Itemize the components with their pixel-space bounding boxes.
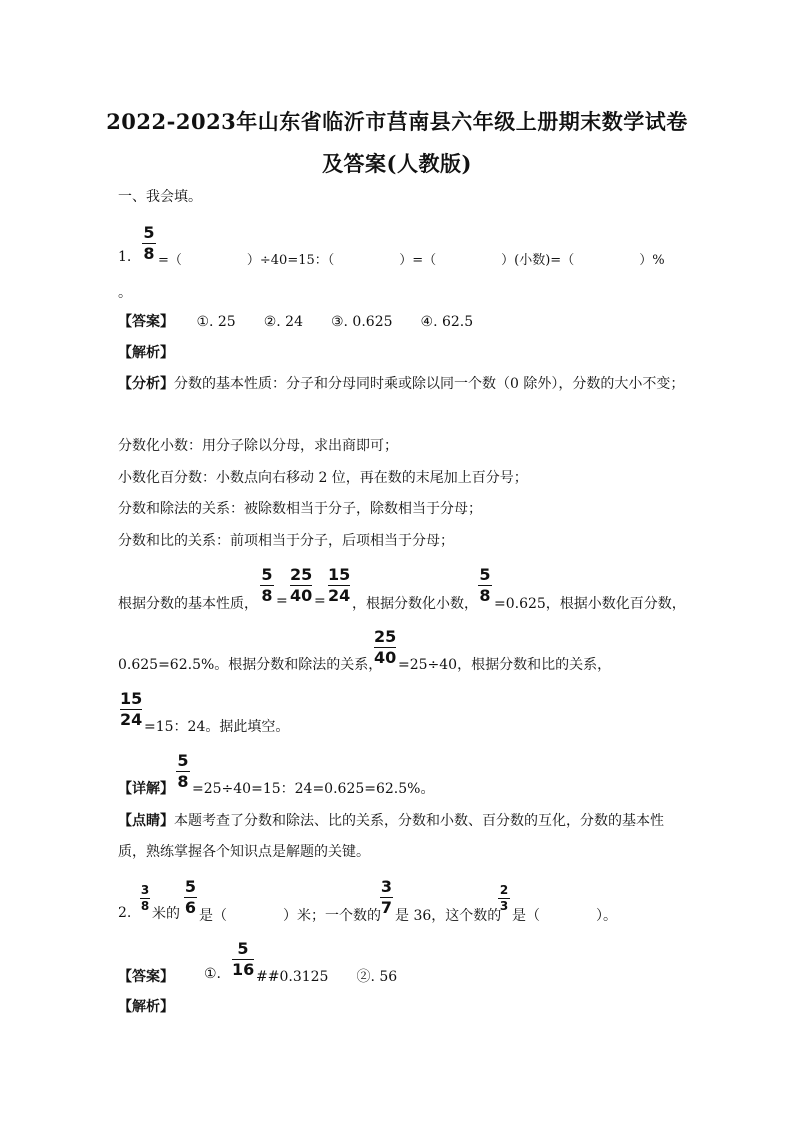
answer-line (118, 313, 473, 331)
answer-values: ①. 25 ②. 24 ③. 0.625 ④. 62.5 (196, 314, 474, 330)
dianjing-line (118, 812, 664, 830)
dianjing-text: 本题考查了分数和除法、比的关系，分数和小数、百分数的互化，分数的基本性 (174, 813, 664, 829)
section-heading: 一、我会填。 (118, 189, 202, 205)
paragraph-text: 0.625=62.5%。根据分数和除法的关系， (118, 657, 383, 673)
question-1-end: 。 (118, 285, 132, 301)
rule-line: 小数化百分数：小数点向右移动 2 位，再在数的末尾加上百分号； (118, 470, 528, 486)
fraction: 5 8 (261, 565, 273, 605)
question-2-number: 2. (118, 905, 132, 921)
question-2-text: 是（ ）。 (512, 908, 617, 924)
rule-line: 分数和除法的关系：被除数相当于分子，除数相当于分母； (118, 501, 482, 517)
analysis-tag: 【解析】 (118, 345, 174, 361)
document-title-line2: 及答案(人教版) (322, 151, 472, 176)
rule-line: 分数和比的关系：前项相当于分子，后项相当于分母； (118, 533, 454, 549)
answer-values: ①. (204, 966, 222, 982)
fraction: 2 3 (499, 883, 509, 913)
fenxi-text: 分数的基本性质：分子和分母同时乘或除以同一个数（0 除外），分数的大小不变； (174, 376, 685, 392)
fraction: 25 40 (374, 627, 397, 667)
fraction: 15 24 (328, 565, 351, 605)
detail-text: =25÷40=15：24=0.625=62.5%。 (192, 781, 435, 797)
equals-sign: = (276, 593, 288, 609)
paragraph-text: =0.625，根据小数化百分数， (494, 596, 686, 612)
analysis-tag: 【解析】 (118, 999, 174, 1015)
detail-tag: 【详解】 (118, 781, 174, 797)
fraction: 15 24 (120, 689, 143, 729)
fraction: 5 8 (143, 223, 155, 263)
paragraph-text: =25÷40，根据分数和比的关系， (398, 657, 612, 673)
dianjing-line-2: 质，熟练掌握各个知识点是解题的关键。 (118, 844, 370, 860)
question-2-text: 米的 (152, 906, 180, 922)
fraction: 3 7 (380, 877, 393, 917)
fraction: 5 8 (177, 751, 189, 791)
rule-line: 分数化小数：用分子除以分母，求出商即可； (118, 438, 398, 454)
paragraph-text: =15：24。据此填空。 (144, 719, 290, 735)
answer-values: ##0.3125 ②. 56 (256, 969, 398, 985)
fraction: 3 8 (140, 883, 150, 913)
question-1-number: 1. (118, 249, 132, 265)
document-title-line1: 2022-2023年山东省临沂市莒南县六年级上册期末数学试卷 (106, 109, 688, 134)
fraction: 5 6 (184, 877, 197, 917)
fraction: 25 40 (290, 565, 313, 605)
analysis-line (118, 375, 684, 393)
equals-sign: = (314, 593, 326, 609)
fraction: 5 16 (232, 939, 255, 979)
fenxi-tag: 【分析】 (118, 376, 174, 392)
paragraph-text: ，根据分数化小数， (352, 596, 478, 612)
fraction: 5 8 (479, 565, 491, 605)
question-2-text: 是（ ）米；一个数的 (199, 908, 381, 924)
paragraph-text: 根据分数的基本性质， (118, 596, 258, 612)
dianjing-tag: 【点睛】 (118, 813, 174, 829)
answer-tag: 【答案】 (118, 314, 174, 330)
question-1-text: =（ ）÷40=15：（ ）=（ ）(小数)=（ ）% (158, 253, 665, 268)
question-2-text: 是 36，这个数的 (395, 908, 502, 924)
answer-tag: 【答案】 (118, 969, 174, 985)
